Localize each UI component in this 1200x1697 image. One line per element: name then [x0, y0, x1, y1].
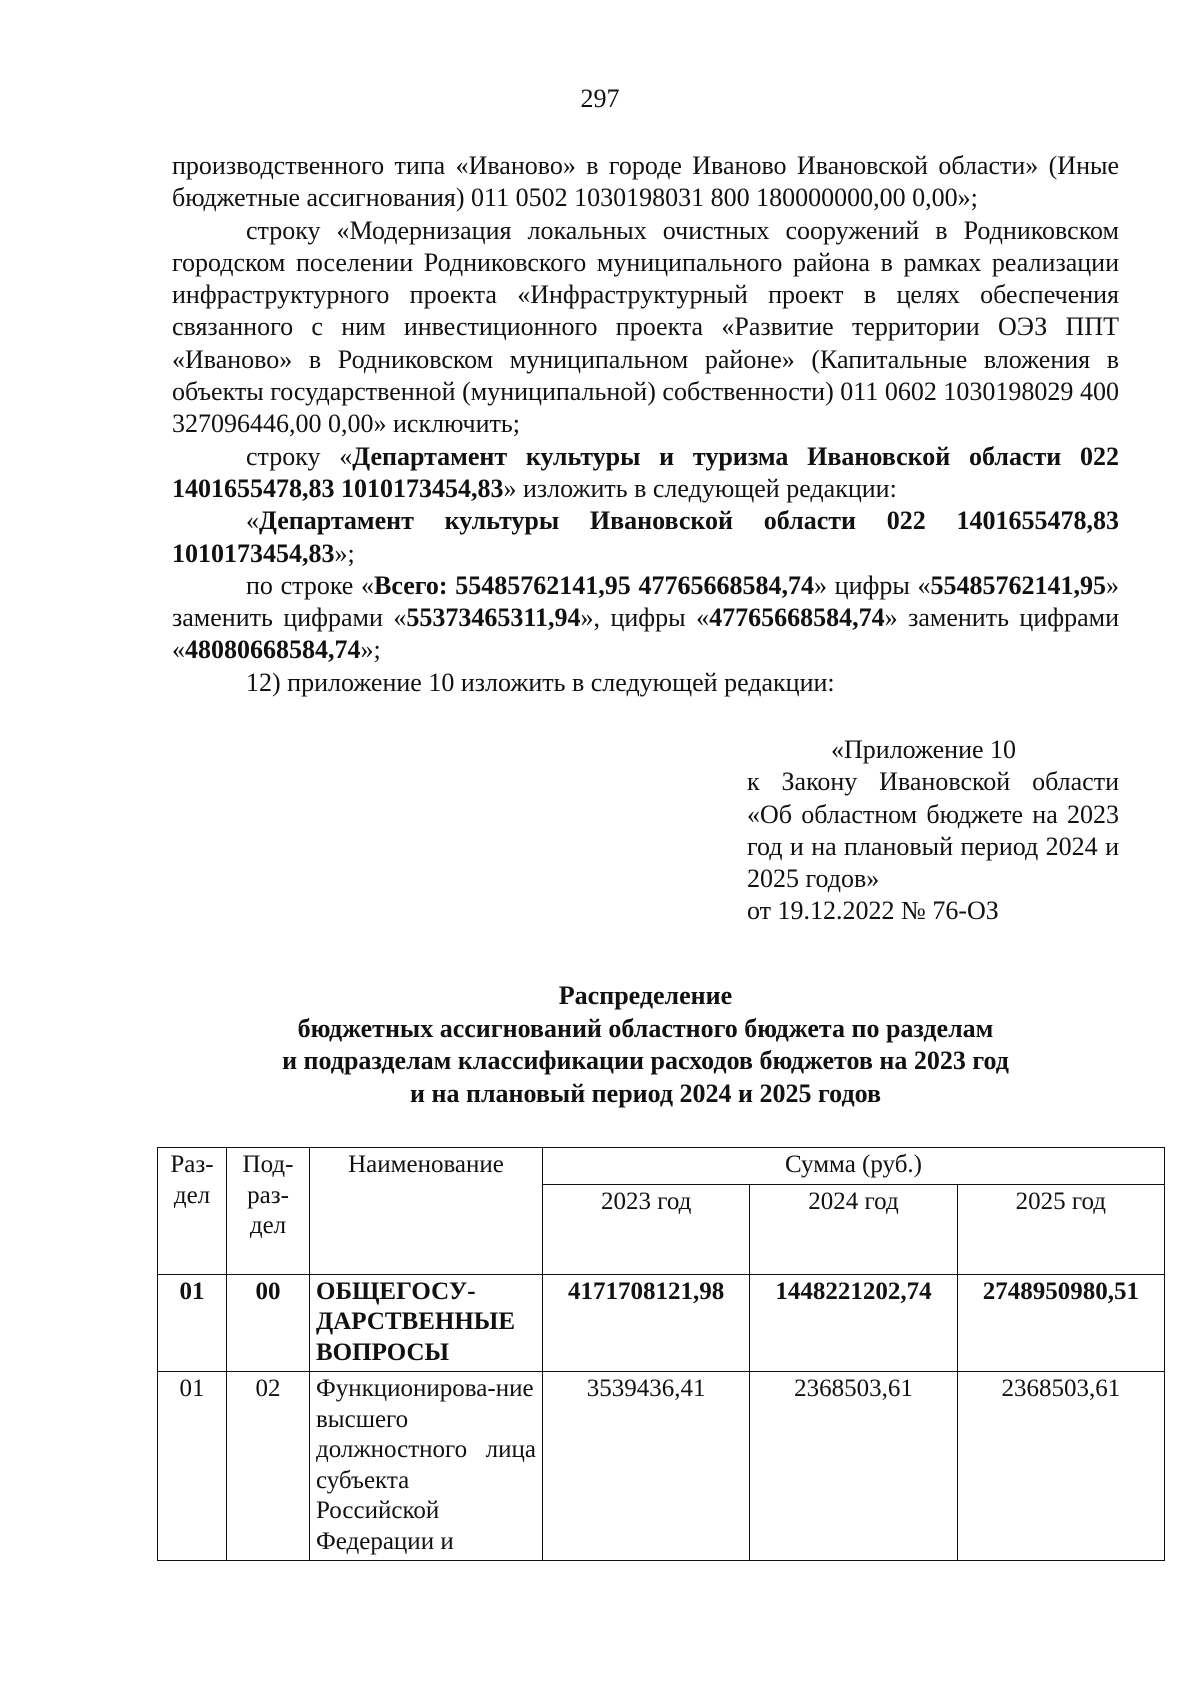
- page-number: 297: [580, 84, 620, 113]
- row-razdel: 01: [158, 1274, 227, 1372]
- paragraph-4: [172, 505, 1119, 570]
- header-sum: Сумма (руб.): [543, 1148, 1165, 1185]
- row-2023: 4171708121,98: [543, 1274, 750, 1372]
- table-header-row: [158, 1148, 1165, 1185]
- p3-text-c: » изложить в следующей редакции:: [503, 473, 897, 503]
- p5-text-e: » заменить цифрами «: [172, 570, 1119, 633]
- appendix-law-date: от 19.12.2022 № 76-ОЗ: [747, 896, 999, 926]
- row-podrazdel: 00: [227, 1274, 310, 1372]
- p3-bold-department: Департамент культуры и туризма Ивановской области 022 1401655478,83 1010173454,83: [172, 441, 1120, 503]
- appendix-approval-block: [747, 734, 1119, 928]
- budget-table: [157, 1147, 1165, 1561]
- row-2025: 2748950980,51: [957, 1274, 1164, 1372]
- header-2024: 2024 год: [750, 1184, 957, 1274]
- title-line-4: и на плановый период 2024 и 2025 годов: [410, 1078, 881, 1108]
- row-name: ОБЩЕГОСУ-ДАРСТВЕННЫЕ ВОПРОСЫ: [310, 1274, 543, 1372]
- header-2023: 2023 год: [543, 1184, 750, 1274]
- row-2024: 1448221202,74: [750, 1274, 957, 1372]
- p5-text-k: »;: [360, 635, 381, 665]
- title-line-1: Распределение: [558, 981, 733, 1010]
- p4-bold-department: Департамент культуры Ивановской области 022 1401655478,83 1010173454,83: [172, 506, 1119, 568]
- p5-bold-old-2: 47765668584,74: [709, 603, 885, 633]
- row-2025: 2368503,61: [957, 1372, 1164, 1561]
- p3-text-a: строку «: [246, 441, 353, 471]
- header-podrazdel: Под-раз-дел: [227, 1148, 310, 1275]
- p5-bold-total: Всего: 55485762141,95 47765668584,74: [374, 570, 814, 600]
- row-name: Функционирова-ние высшего должностного лица субъекта Российской Федерации и: [310, 1372, 543, 1561]
- table-row: [158, 1274, 1165, 1372]
- paragraph-2: строку «Модернизация локальных очистных сооружений в Родниковском городском поселении Родниковского муниципального района в рамках реализации инфраструктурного проекта «Инфраструктурный проект в целях обеспечения связанного с ним инвестиционного проекта «Развитие территории ОЭЗ ППТ «Иваново» в Родниковском муниципальном районе» (Капитальные вложения в объекты государственной (муниципальной) собственности) 011 0602 1030198029 400 327096446,00 0,00» исключить;: [172, 215, 1119, 439]
- p5-bold-new-2: 48080668584,74: [185, 635, 361, 665]
- p4-text-a: «: [246, 506, 259, 536]
- row-podrazdel: 02: [227, 1372, 310, 1561]
- header-razdel: Раз-дел: [158, 1148, 227, 1275]
- amendment-text: [172, 150, 1119, 699]
- p5-text-i: » заменить цифрами «: [172, 603, 1119, 665]
- paragraph-5: [172, 570, 1119, 667]
- p5-bold-new-1: 55373465311,94: [406, 603, 581, 633]
- paragraph-3: [172, 441, 1119, 506]
- paragraph-1: производственного типа «Иваново» в городе Иваново Ивановской области» (Иные бюджетные ассигнования) 011 0502 1030198031 800 180000000,00 0,00»;: [172, 151, 1119, 213]
- p5-text-a: по строке «: [246, 570, 375, 600]
- row-2023: 3539436,41: [543, 1372, 750, 1561]
- header-name: Наименование: [310, 1148, 543, 1275]
- table-row: [158, 1372, 1165, 1561]
- appendix-law-reference: к Закону Ивановской области «Об областном бюджете на 2023 год и на плановый период 2024 и 2025 годов»: [747, 767, 1119, 894]
- p5-text-g: », цифры «: [580, 603, 710, 633]
- document-title: [172, 980, 1119, 1110]
- appendix-number: «Приложение 10: [831, 735, 1017, 764]
- title-line-2: бюджетных ассигнований областного бюджета по разделам: [297, 1013, 994, 1043]
- header-2025: 2025 год: [957, 1184, 1164, 1274]
- p4-text-c: »;: [334, 538, 355, 568]
- title-line-3: и подразделам классификации расходов бюджетов на 2023 год: [282, 1046, 1009, 1075]
- row-razdel: 01: [158, 1372, 227, 1561]
- paragraph-6: 12) приложение 10 изложить в следующей редакции:: [246, 667, 835, 697]
- p5-bold-old-1: 55485762141,95: [930, 570, 1106, 600]
- row-2024: 2368503,61: [750, 1372, 957, 1561]
- p5-text-c: » цифры «: [813, 570, 931, 600]
